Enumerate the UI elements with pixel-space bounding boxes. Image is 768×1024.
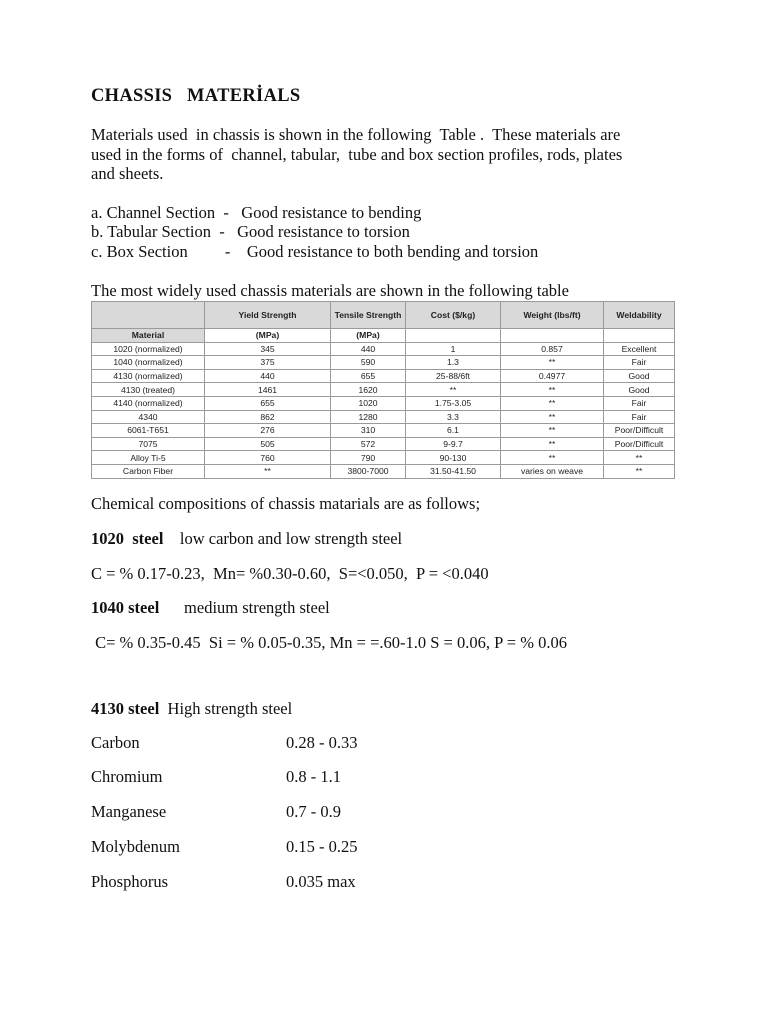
element-value: 0.15 - 0.25: [286, 837, 358, 856]
intro-line-3: and sheets.: [91, 164, 164, 183]
table-cell: 1: [406, 342, 501, 356]
table-subheader-cell: Material: [92, 329, 205, 343]
element-name: Chromium: [91, 767, 163, 786]
table-cell: Fair: [604, 410, 675, 424]
table-cell: **: [501, 451, 604, 465]
table-subheader-row: [92, 329, 675, 343]
table-row: [92, 396, 675, 410]
table-cell: **: [501, 396, 604, 410]
table-cell: 1620: [331, 383, 406, 397]
table-cell: Good: [604, 369, 675, 383]
table-cell: 440: [205, 369, 331, 383]
table-subheader-cell: (MPa): [205, 329, 331, 343]
section-desc: Good resistance to bending: [241, 203, 422, 222]
table-header-row: [92, 302, 675, 329]
table-cell: 31.50-41.50: [406, 464, 501, 478]
element-value: 0.28 - 0.33: [286, 733, 358, 752]
table-cell: 440: [331, 342, 406, 356]
materials-table: [91, 301, 675, 479]
steel-desc: low carbon and low strength steel: [163, 529, 403, 548]
material-name-cell: 1040 (normalized): [92, 356, 205, 370]
table-cell: 1.3: [406, 356, 501, 370]
steel-1040-heading: [91, 598, 330, 617]
table-cell: **: [501, 424, 604, 438]
table-cell: Excellent: [604, 342, 675, 356]
element-name: Phosphorus: [91, 872, 169, 891]
table-cell: **: [501, 437, 604, 451]
table-cell: Poor/Difficult: [604, 424, 675, 438]
table-subheader-cell: [406, 329, 501, 343]
table-cell: **: [604, 451, 675, 465]
steel-name: 1020 steel: [91, 529, 164, 548]
steel-desc: medium strength steel: [159, 598, 330, 617]
table-row: [92, 383, 675, 397]
element-value: 0.035 max: [286, 872, 356, 891]
material-name-cell: 6061-T651: [92, 424, 205, 438]
steel-desc: High strength steel: [159, 699, 293, 718]
section-desc: Good resistance to both bending and torsion: [246, 242, 539, 261]
table-header-cell: Weldability: [604, 302, 675, 329]
materials-table-wrapper: [91, 301, 674, 478]
section-label: a. Channel Section -: [91, 203, 242, 222]
chem-intro: Chemical compositions of chassis matarials are as follows;: [91, 494, 481, 513]
table-cell: 1.75-3.05: [406, 396, 501, 410]
table-cell: **: [501, 410, 604, 424]
table-cell: 760: [205, 451, 331, 465]
table-row: [92, 437, 675, 451]
table-cell: Fair: [604, 356, 675, 370]
table-cell: 3.3: [406, 410, 501, 424]
table-cell: **: [501, 383, 604, 397]
table-row: [92, 342, 675, 356]
section-label: c. Box Section -: [91, 242, 247, 261]
section-item-channel: [91, 203, 421, 222]
table-cell: **: [205, 464, 331, 478]
element-name: Manganese: [91, 802, 167, 821]
intro-line-1: Materials used in chassis is shown in the following Table . These materials are: [91, 125, 621, 144]
table-header-cell: [92, 302, 205, 329]
page-title: CHASSIS MATERİALS: [91, 86, 301, 106]
table-cell: **: [604, 464, 675, 478]
table-cell: 345: [205, 342, 331, 356]
material-name-cell: 1020 (normalized): [92, 342, 205, 356]
table-header-cell: Cost ($/kg): [406, 302, 501, 329]
table-cell: 862: [205, 410, 331, 424]
intro-line-2: used in the forms of channel, tabular, tube and box section profiles, rods, plates: [91, 145, 623, 164]
table-cell: Fair: [604, 396, 675, 410]
table-subheader-cell: (MPa): [331, 329, 406, 343]
table-cell: Good: [604, 383, 675, 397]
steel-1040-composition: C= % 0.35-0.45 Si = % 0.05-0.35, Mn = =.60-1.0 S = 0.06, P = % 0.06: [91, 633, 567, 652]
table-cell: 3800-7000: [331, 464, 406, 478]
material-name-cell: 4130 (normalized): [92, 369, 205, 383]
element-name: Carbon: [91, 733, 140, 752]
section-desc: Good resistance to torsion: [237, 222, 410, 241]
steel-1020-heading: [91, 529, 402, 548]
table-cell: 310: [331, 424, 406, 438]
material-name-cell: 4130 (treated): [92, 383, 205, 397]
section-item-tabular: [91, 222, 410, 241]
table-header-cell: Yield Strength: [205, 302, 331, 329]
table-cell: 590: [331, 356, 406, 370]
table-cell: **: [406, 383, 501, 397]
element-name: Molybdenum: [91, 837, 180, 856]
table-body: [92, 342, 675, 478]
table-header-cell: Tensile Strength: [331, 302, 406, 329]
table-header-cell: Weight (lbs/ft): [501, 302, 604, 329]
table-cell: 790: [331, 451, 406, 465]
table-cell: 1461: [205, 383, 331, 397]
table-cell: 505: [205, 437, 331, 451]
table-cell: **: [501, 356, 604, 370]
material-name-cell: Alloy Ti-5: [92, 451, 205, 465]
table-cell: 276: [205, 424, 331, 438]
table-row: [92, 410, 675, 424]
material-name-cell: Carbon Fiber: [92, 464, 205, 478]
steel-name: 1040 steel: [91, 598, 160, 617]
table-intro: The most widely used chassis materials are shown in the following table: [91, 281, 569, 300]
table-cell: 6.1: [406, 424, 501, 438]
table-cell: 9-9.7: [406, 437, 501, 451]
steel-1020-composition: C = % 0.17-0.23, Mn= %0.30-0.60, S=<0.050, P = <0.040: [91, 564, 489, 583]
table-cell: 0.4977: [501, 369, 604, 383]
table-cell: varies on weave: [501, 464, 604, 478]
table-cell: 1280: [331, 410, 406, 424]
table-row: [92, 369, 675, 383]
table-subheader-cell: [604, 329, 675, 343]
table-cell: 655: [331, 369, 406, 383]
table-row: [92, 464, 675, 478]
steel-name: 4130 steel: [91, 699, 160, 718]
table-row: [92, 424, 675, 438]
section-label: b. Tabular Section -: [91, 222, 238, 241]
table-cell: 25-88/6ft: [406, 369, 501, 383]
material-name-cell: 4340: [92, 410, 205, 424]
table-cell: 1020: [331, 396, 406, 410]
table-cell: 0.857: [501, 342, 604, 356]
material-name-cell: 7075: [92, 437, 205, 451]
table-subheader-cell: [501, 329, 604, 343]
section-item-box: [91, 242, 538, 261]
element-value: 0.7 - 0.9: [286, 802, 341, 821]
table-cell: Poor/Difficult: [604, 437, 675, 451]
table-cell: 90-130: [406, 451, 501, 465]
table-cell: 655: [205, 396, 331, 410]
table-row: [92, 451, 675, 465]
material-name-cell: 4140 (normalized): [92, 396, 205, 410]
table-cell: 375: [205, 356, 331, 370]
table-row: [92, 356, 675, 370]
steel-4130-heading: [91, 699, 292, 718]
table-cell: 572: [331, 437, 406, 451]
element-value: 0.8 - 1.1: [286, 767, 341, 786]
